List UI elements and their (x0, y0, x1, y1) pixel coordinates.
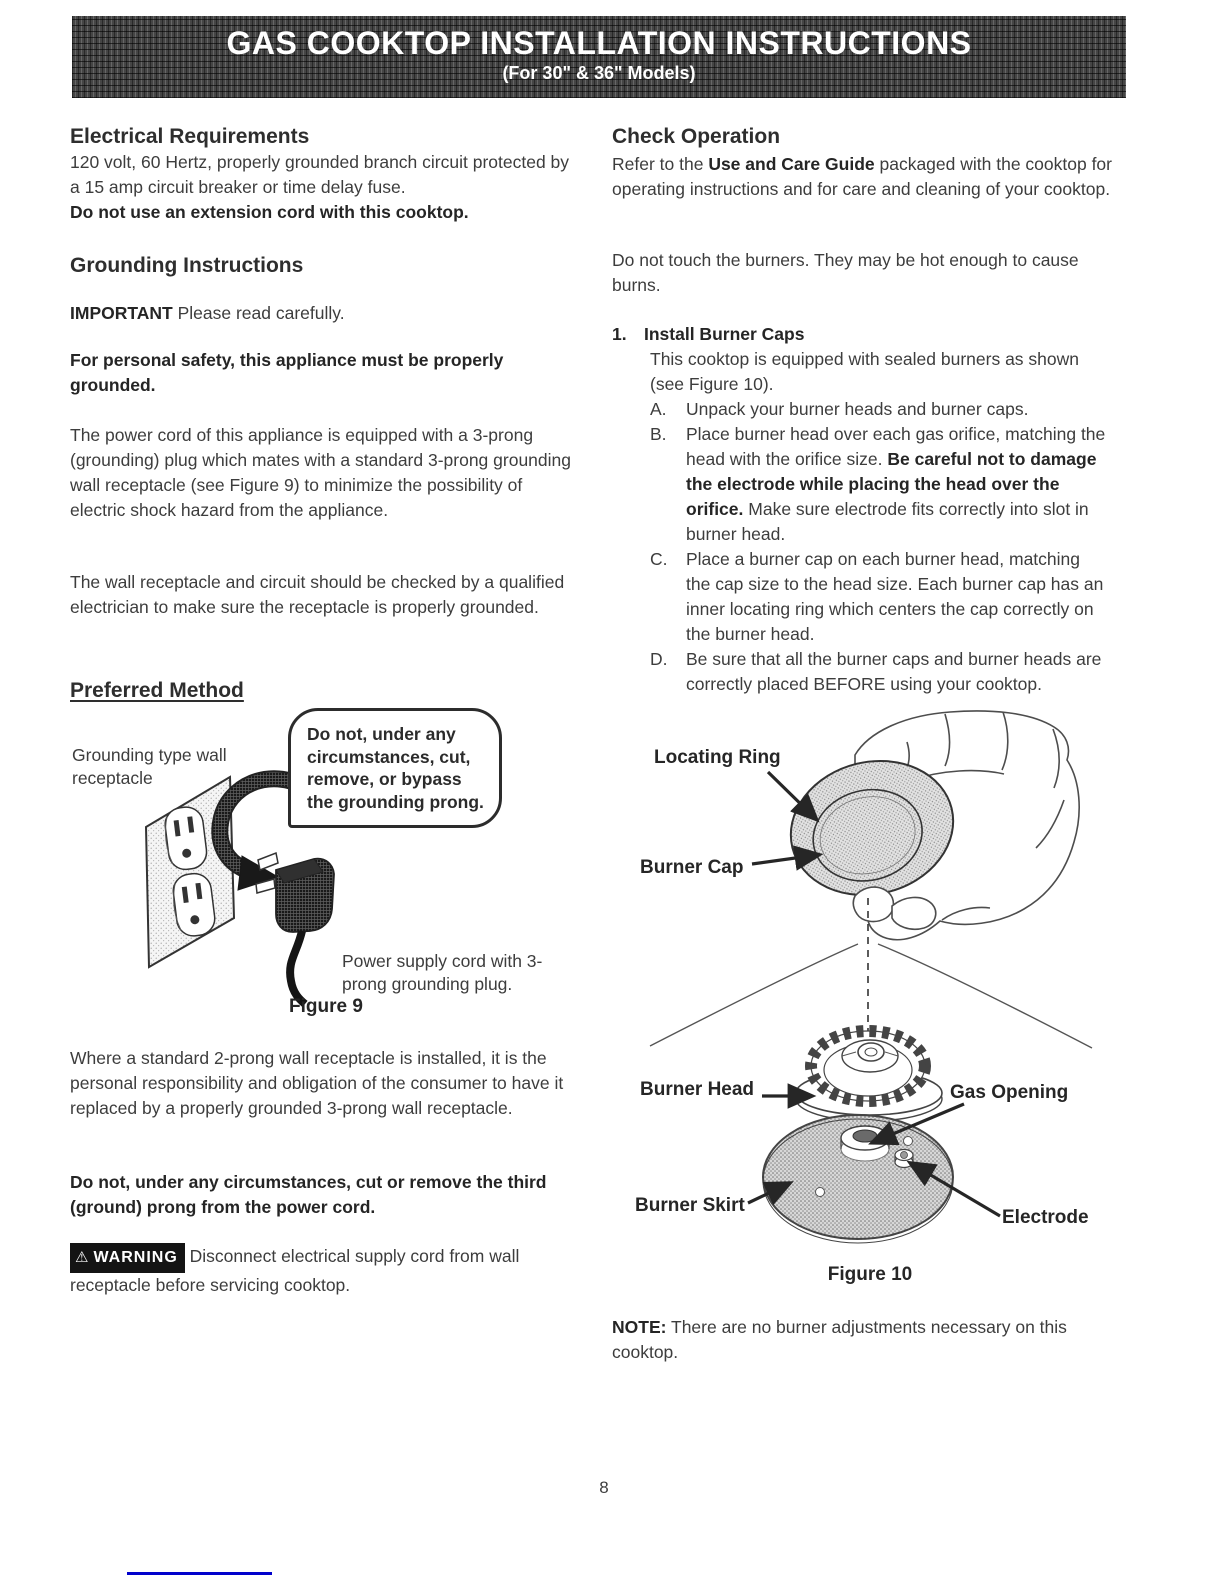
item-text (686, 397, 1106, 422)
paragraph-electrical (70, 150, 575, 225)
figure9-callout (288, 708, 502, 828)
figure-10 (612, 700, 1152, 1312)
step-number: 1. (612, 324, 627, 344)
warning-triangle-icon: ⚠ (75, 1249, 90, 1266)
figure10-label-burner-skirt: Burner Skirt (635, 1195, 745, 1216)
page-number: 8 (599, 1478, 609, 1497)
figure-9 (70, 702, 585, 1042)
figure9-callout-text: Do not, under any circumstances, cut, remove, or bypass the grounding prong. (307, 724, 484, 812)
step-1-heading (612, 322, 1132, 347)
warning-badge (70, 1243, 185, 1273)
item-b-pre: Place burner head over each gas orifice, matching the head with the orifice size. (686, 424, 1106, 469)
item-d-text: Be sure that all the burner caps and burner heads are correctly placed BEFORE using your cooktop. (686, 649, 1102, 694)
item-letter: B. (650, 424, 667, 444)
important-rest: Please read carefully. (172, 303, 345, 323)
paragraph-do-not-cut: Do not, under any circumstances, cut or remove the third (ground) prong from the power cord. (70, 1172, 547, 1217)
figure10-label-locating-ring: Locating Ring (654, 747, 781, 768)
power-cord (290, 931, 305, 1004)
list-item-a (650, 397, 1106, 422)
paragraph-important (70, 301, 575, 326)
note-text: There are no burner adjustments necessary on this cooktop. (612, 1317, 1067, 1362)
item-text (686, 422, 1106, 547)
paragraph-power-cord: The power cord of this appliance is equipped with a 3-prong (grounding) plug which mates with a standard 3-prong grounding wall receptacle (see Figure 9) to minimize the possibility of electric shock hazard from the appliance. (70, 425, 571, 520)
list-item-b (650, 422, 1106, 547)
paragraph-note (612, 1315, 1082, 1365)
burner-head-art (796, 1031, 942, 1121)
note-label: NOTE: (612, 1317, 667, 1337)
heading-electrical-requirements: Electrical Requirements (70, 125, 310, 148)
heading-preferred-method (70, 678, 575, 704)
item-b-post: Make sure electrode fits correctly into slot in burner head. (686, 499, 1089, 544)
item-a-text: Unpack your burner heads and burner caps. (686, 399, 1029, 419)
figure10-label-gas-opening: Gas Opening (950, 1082, 1069, 1103)
page-subtitle: (For 30" & 36" Models) (502, 63, 696, 83)
item-text (686, 647, 1106, 697)
item-c-text: Place a burner cap on each burner head, matching the cap size to the head size. Each burner cap has an inner locating ring which centers the cap correctly on the burner head. (686, 549, 1104, 644)
warning-text: Disconnect electrical supply cord from wall receptacle before servicing cooktop. (70, 1246, 520, 1295)
warning-badge-label: WARNING (93, 1249, 178, 1266)
heading-grounding-instructions: Grounding Instructions (70, 254, 304, 277)
electrode-art (895, 1150, 913, 1168)
figure10-label-burner-head: Burner Head (640, 1079, 755, 1100)
burner-skirt-art (763, 1115, 953, 1243)
refer-post: packaged with the cooktop for operating instructions and for care and cleaning of your cooktop. (612, 154, 1112, 199)
electrical-body-bold: Do not use an extension cord with this cooktop. (70, 202, 469, 222)
paragraph-do-not-touch: Do not touch the burners. They may be hot enough to cause burns. (612, 250, 1079, 295)
figure9-label-receptacle: Grounding type wall receptacle (72, 745, 227, 788)
refer-pre: Refer to the (612, 154, 709, 174)
figure10-label-electrode: Electrode (1002, 1207, 1089, 1228)
figure9-label-cord: Power supply cord with 3-prong grounding plug. (342, 951, 543, 994)
item-text (686, 547, 1106, 647)
paragraph-safety: For personal safety, this appliance must be properly grounded. (70, 350, 504, 395)
heading-check-operation: Check Operation (612, 125, 781, 148)
gas-opening-art (841, 1126, 889, 1161)
paragraph-wall-receptacle: The wall receptacle and circuit should be checked by a qualified electrician to make sure the receptacle is properly grounded. (70, 572, 565, 617)
figure9-caption: Figure 9 (289, 996, 363, 1017)
item-letter: C. (650, 549, 668, 569)
important-label: IMPORTANT (70, 303, 173, 323)
preferred-method-label: Preferred Method (70, 679, 244, 702)
electrical-body: 120 volt, 60 Hertz, properly grounded branch circuit protected by a 15 amp circuit breaker or time delay fuse. (70, 152, 570, 197)
step-1-items (650, 397, 1106, 697)
list-item-c (650, 547, 1106, 647)
use-and-care-guide: Use and Care Guide (708, 154, 875, 174)
figure10-caption: Figure 10 (827, 1264, 913, 1285)
header-banner (72, 16, 1126, 98)
list-item-d (650, 647, 1106, 697)
paragraph-warning (70, 1243, 575, 1298)
footer-link-line[interactable] (127, 1572, 272, 1575)
paragraph-refer (612, 152, 1112, 202)
item-letter: A. (650, 399, 667, 419)
item-b-bold: Be careful not to damage the electrode while placing the head over the orifice. (686, 449, 1097, 519)
step-1-intro: This cooktop is equipped with sealed burners as shown (see Figure 10). (650, 349, 1079, 394)
install-burner-caps-label: Install Burner Caps (644, 324, 805, 344)
item-letter: D. (650, 649, 668, 669)
page-title: GAS COOKTOP INSTALLATION INSTRUCTIONS (226, 25, 972, 61)
paragraph-where: Where a standard 2-prong wall receptacle is installed, it is the personal responsibility and obligation of the consumer to have it replaced by a properly grounded 3-prong wall receptacle. (70, 1048, 564, 1118)
figure10-label-burner-cap: Burner Cap (640, 857, 744, 878)
